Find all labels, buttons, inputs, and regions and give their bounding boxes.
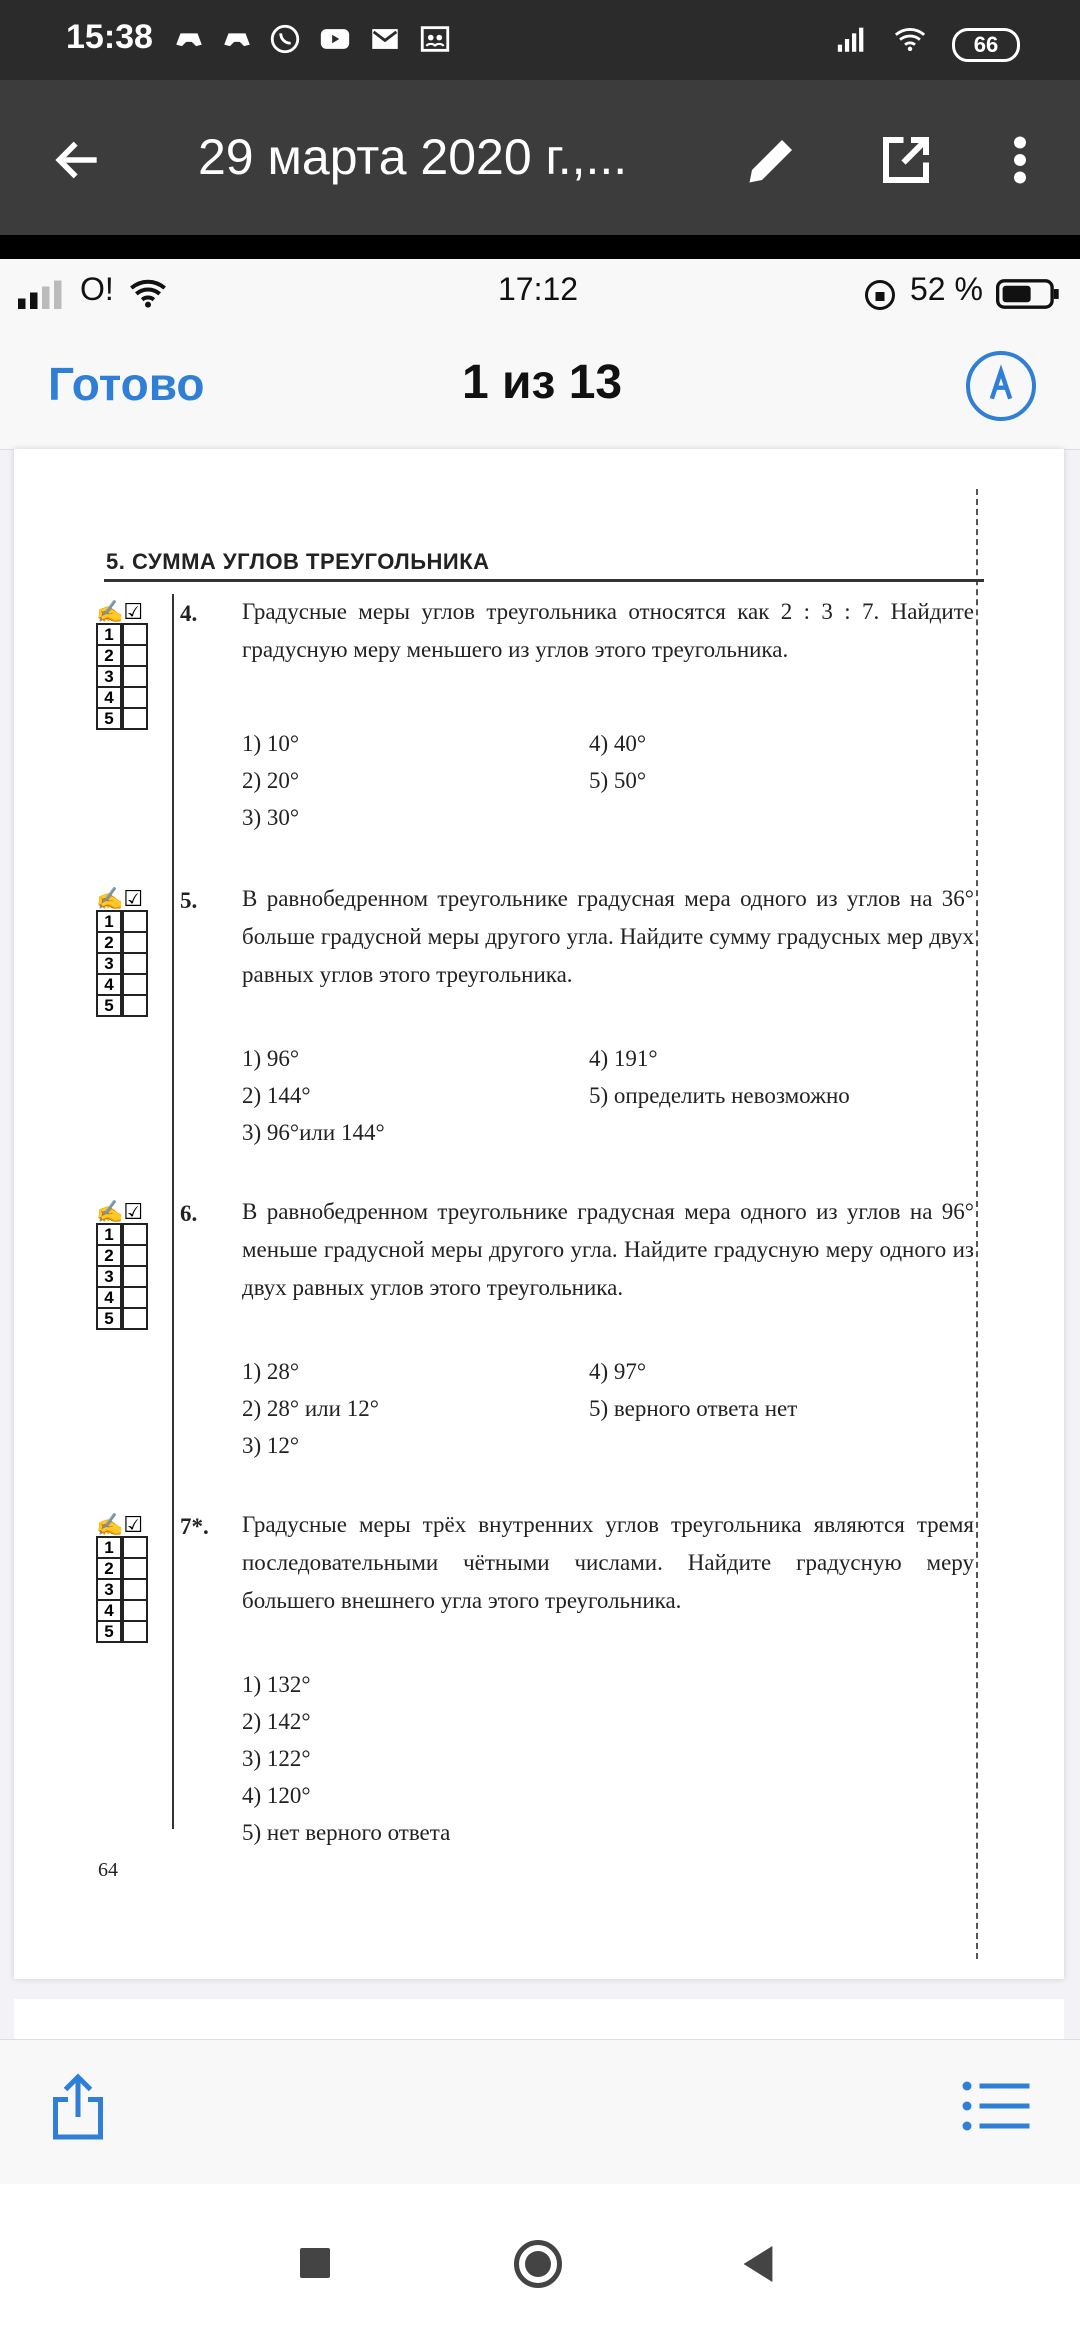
back-arrow-icon[interactable] [50,132,106,188]
option: 5) 50° [589,768,647,793]
open-external-icon[interactable] [876,130,936,190]
answer-checkbox[interactable] [122,644,148,667]
divider [0,235,1080,259]
check-icon: ✍☑ [96,599,144,624]
answer-checkbox[interactable] [122,1578,148,1601]
back-triangle-icon[interactable] [740,2244,776,2284]
option: 4) 191° [589,1046,658,1071]
answer-checkbox[interactable] [122,1244,148,1267]
box-number: 1 [96,1536,122,1559]
viewer-nav-bar [0,329,1080,450]
answer-checkbox[interactable] [122,931,148,954]
answer-checkbox[interactable] [122,665,148,688]
battery-indicator: 66 [952,28,1020,62]
app-bar-title: 29 марта 2020 г.,... [198,129,628,185]
option: 3) 12° [242,1433,300,1458]
section-title: 5. СУММА УГЛОВ ТРЕУГОЛЬНИКА [106,549,490,574]
divider [104,579,984,582]
option: 4) 40° [589,731,647,756]
signal-icon [18,279,66,309]
answer-checkbox[interactable] [122,1599,148,1622]
answer-checkbox[interactable] [122,1557,148,1580]
youtube-icon [318,22,352,56]
box-number: 4 [96,973,122,996]
home-button[interactable] [514,2240,562,2288]
box-number: 2 [96,1557,122,1580]
battery-icon [996,277,1062,311]
edit-pencil-icon[interactable] [742,130,802,190]
task-text: Градусные меры трёх внутренних углов треугольника являются тремя последовательными чётными числами. Найдите градусную меру большего внешнего угла этого треугольника. [242,1512,974,1613]
page-number: 64 [98,1859,118,1881]
answer-checkbox[interactable] [122,1620,148,1643]
check-icon: ✍☑ [96,1199,144,1224]
box-number: 3 [96,1265,122,1288]
box-number: 5 [96,1307,122,1330]
box-number: 5 [96,1620,122,1643]
option: 3) 96°или 144° [242,1120,385,1145]
option: 5) нет верного ответа [242,1820,451,1845]
box-number: 5 [96,707,122,730]
check-icon: ✍☑ [96,1512,144,1537]
option: 5) определить невозможно [589,1083,850,1108]
list-icon[interactable] [962,2078,1032,2134]
answer-boxes [96,599,176,728]
markup-pen-icon[interactable] [966,351,1036,421]
more-vert-icon[interactable] [1000,130,1040,190]
box-number: 2 [96,644,122,667]
box-number: 1 [96,910,122,933]
option: 1) 96° [242,1046,300,1071]
answer-checkbox[interactable] [122,973,148,996]
option: 4) 120° [242,1783,311,1808]
answer-checkbox[interactable] [122,910,148,933]
box-number: 3 [96,952,122,975]
game-icon [172,22,206,56]
answer-checkbox[interactable] [122,1265,148,1288]
page-counter: 1 из 13 [462,356,623,409]
task-number: 4. [180,601,198,626]
status-time: 15:38 [66,18,153,56]
option: 2) 142° [242,1709,311,1734]
wifi-icon [126,273,170,313]
mail-icon [368,22,402,56]
cut-line [976,489,978,1959]
option: 2) 28° или 12° [242,1396,379,1421]
box-number: 3 [96,1578,122,1601]
box-number: 4 [96,686,122,709]
task-number: 6. [180,1201,198,1226]
box-number: 4 [96,1286,122,1309]
box-number: 4 [96,1599,122,1622]
group-icon [418,22,452,56]
box-number: 2 [96,931,122,954]
box-number: 5 [96,994,122,1017]
box-number: 2 [96,1244,122,1267]
done-button[interactable]: Готово [48,358,205,410]
task-text: Градусные меры углов треугольника относятся как 2 : 3 : 7. Найдите градусную меру меньшего из углов этого треугольника. [242,599,974,662]
box-number: 3 [96,665,122,688]
wifi-icon [888,22,932,56]
task-number: 5. [180,888,198,913]
option: 2) 144° [242,1083,311,1108]
option: 4) 97° [589,1359,647,1384]
option: 3) 30° [242,805,300,830]
answer-checkbox[interactable] [122,1286,148,1309]
inner-time: 17:12 [498,271,579,307]
answer-checkbox[interactable] [122,952,148,975]
inner-status-bar [0,259,1080,329]
option: 3) 122° [242,1746,311,1771]
option: 2) 20° [242,768,300,793]
answer-checkbox[interactable] [122,707,148,730]
answer-boxes [96,1199,176,1328]
recents-button[interactable] [300,2248,330,2278]
answer-boxes [96,886,176,1015]
document-page [14,449,1064,1979]
answer-checkbox[interactable] [122,686,148,709]
signal-icon [830,22,874,56]
answer-checkbox[interactable] [122,1307,148,1330]
option: 5) верного ответа нет [589,1396,798,1421]
box-number: 1 [96,1223,122,1246]
box-number: 1 [96,623,122,646]
viewer-toolbar [0,2039,1080,2184]
option: 1) 28° [242,1359,300,1384]
task-number: 7*. [180,1514,209,1539]
answer-boxes [96,1512,176,1641]
answer-checkbox[interactable] [122,994,148,1017]
option: 1) 10° [242,731,300,756]
inner-carrier: O! [80,271,114,307]
inner-battery: 52 % [910,271,983,307]
answer-checkbox[interactable] [122,1223,148,1246]
image-viewer[interactable] [0,259,1080,2184]
rotation-lock-icon [862,277,898,313]
system-nav-bar [0,2184,1080,2340]
answer-checkbox[interactable] [122,1536,148,1559]
check-icon: ✍☑ [96,886,144,911]
whatsapp-icon [268,22,302,56]
answer-checkbox[interactable] [122,623,148,646]
app-bar [0,80,1080,235]
share-icon[interactable] [48,2072,108,2142]
option: 1) 132° [242,1672,311,1697]
game-icon [220,22,254,56]
task-text: В равнобедренном треугольнике градусная мера одного из углов на 96° меньше градусной меры другого угла. Найдите градусную меру одного из двух равных углов этого треугольника. [242,1199,974,1300]
task-text: В равнобедренном треугольнике градусная мера одного из углов на 36° больше градусной меры другого угла. Найдите сумму градусных мер двух равных углов этого треугольника. [242,886,974,987]
status-bar [0,0,1080,80]
